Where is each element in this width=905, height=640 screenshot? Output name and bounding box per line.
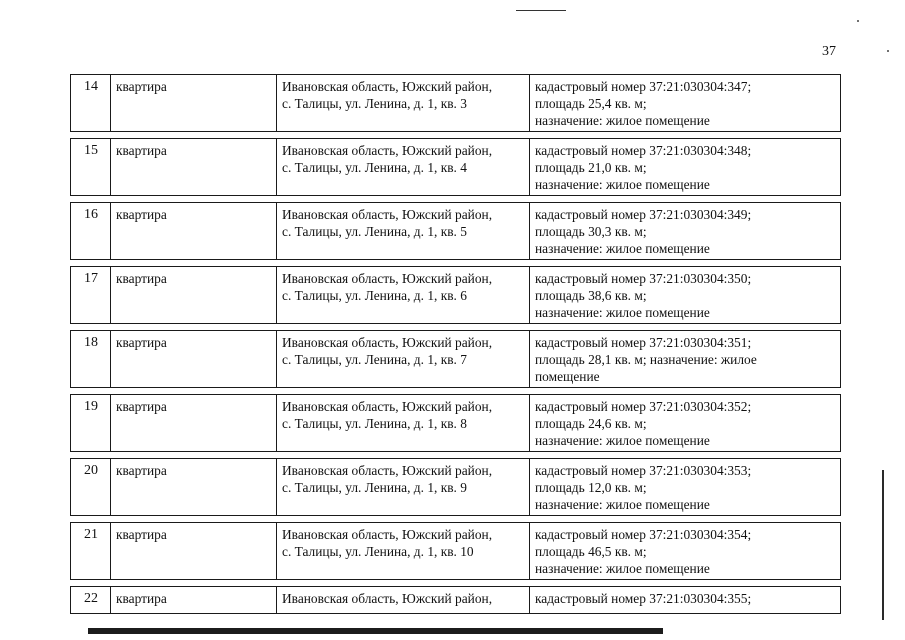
address-line: с. Талицы, ул. Ленина, д. 1, кв. 4 (282, 160, 467, 175)
area: площадь 46,5 кв. м; (535, 544, 647, 559)
row-number: 20 (71, 459, 111, 516)
cadastral-number: кадастровый номер 37:21:030304:351; (535, 335, 752, 350)
address-cell (277, 139, 530, 196)
address-line: с. Талицы, ул. Ленина, д. 1, кв. 8 (282, 416, 467, 431)
address-line: с. Талицы, ул. Ленина, д. 1, кв. 3 (282, 96, 467, 111)
object-type: квартира (111, 459, 277, 516)
address-line: с. Талицы, ул. Ленина, д. 1, кв. 7 (282, 352, 467, 367)
scan-bottom-bar (88, 628, 663, 634)
row-gap (71, 580, 841, 587)
area: площадь 24,6 кв. м; (535, 416, 647, 431)
details-cell (530, 459, 841, 516)
row-gap-cell (71, 132, 841, 139)
address-line: Ивановская область, Южский район, (282, 271, 493, 286)
row-number: 15 (71, 139, 111, 196)
object-type: квартира (111, 395, 277, 452)
cadastral-number: кадастровый номер 37:21:030304:349; (535, 207, 752, 222)
table-row (71, 459, 841, 516)
address-cell (277, 459, 530, 516)
object-type: квартира (111, 139, 277, 196)
cadastral-number: кадастровый номер 37:21:030304:348; (535, 143, 752, 158)
row-gap (71, 324, 841, 331)
cadastral-number: кадастровый номер 37:21:030304:354; (535, 527, 752, 542)
cadastral-number: кадастровый номер 37:21:030304:350; (535, 271, 752, 286)
row-gap-cell (71, 452, 841, 459)
address-cell (277, 523, 530, 580)
purpose: назначение: жилое помещение (535, 177, 710, 192)
table-row (71, 75, 841, 132)
object-type: квартира (111, 267, 277, 324)
area: площадь 21,0 кв. м; (535, 160, 647, 175)
address-cell (277, 395, 530, 452)
address-line: Ивановская область, Южский район, (282, 79, 493, 94)
row-gap (71, 452, 841, 459)
row-gap-cell (71, 196, 841, 203)
row-number: 16 (71, 203, 111, 260)
table-row (71, 139, 841, 196)
address-line: с. Талицы, ул. Ленина, д. 1, кв. 10 (282, 544, 474, 559)
details-cell (530, 267, 841, 324)
address-line: Ивановская область, Южский район, (282, 527, 493, 542)
address-line: с. Талицы, ул. Ленина, д. 1, кв. 5 (282, 224, 467, 239)
row-number: 14 (71, 75, 111, 132)
details-cell (530, 139, 841, 196)
table-row (71, 203, 841, 260)
address-cell (277, 267, 530, 324)
row-gap (71, 132, 841, 139)
purpose: назначение: жилое помещение (535, 113, 710, 128)
scan-speck (887, 50, 889, 52)
table-row (71, 587, 841, 614)
address-line: Ивановская область, Южский район, (282, 143, 493, 158)
row-number: 18 (71, 331, 111, 388)
row-number: 22 (71, 587, 111, 614)
purpose: назначение: жилое помещение (535, 433, 710, 448)
address-line: Ивановская область, Южский район, (282, 335, 493, 350)
object-type: квартира (111, 203, 277, 260)
table-row (71, 395, 841, 452)
row-gap-cell (71, 324, 841, 331)
object-type: квартира (111, 587, 277, 614)
scan-speck (857, 20, 859, 22)
row-gap (71, 388, 841, 395)
object-type: квартира (111, 75, 277, 132)
page-number: 37 (822, 44, 836, 59)
details-cell (530, 395, 841, 452)
row-number: 21 (71, 523, 111, 580)
scan-edge-line (882, 470, 884, 620)
address-line: Ивановская область, Южский район, (282, 399, 493, 414)
address-line: с. Талицы, ул. Ленина, д. 1, кв. 9 (282, 480, 467, 495)
area: площадь 25,4 кв. м; (535, 96, 647, 111)
row-gap (71, 196, 841, 203)
purpose: назначение: жилое помещение (535, 305, 710, 320)
row-gap (71, 516, 841, 523)
row-number: 17 (71, 267, 111, 324)
address-cell (277, 587, 530, 614)
details-cell (530, 523, 841, 580)
table-row (71, 267, 841, 324)
address-line: Ивановская область, Южский район, (282, 591, 493, 606)
object-type: квартира (111, 331, 277, 388)
purpose: назначение: жилое помещение (535, 497, 710, 512)
area: площадь 38,6 кв. м; (535, 288, 647, 303)
property-table (70, 74, 841, 614)
cadastral-number: кадастровый номер 37:21:030304:353; (535, 463, 752, 478)
details-cell (530, 75, 841, 132)
row-gap-cell (71, 260, 841, 267)
address-line: с. Талицы, ул. Ленина, д. 1, кв. 6 (282, 288, 467, 303)
address-line: Ивановская область, Южский район, (282, 463, 493, 478)
details-cell (530, 331, 841, 388)
scan-mark-top (516, 10, 566, 11)
row-gap (71, 260, 841, 267)
row-gap-cell (71, 516, 841, 523)
row-gap-cell (71, 580, 841, 587)
row-number: 19 (71, 395, 111, 452)
area-and-purpose: площадь 28,1 кв. м; назначение: жилое (535, 352, 757, 367)
details-cell (530, 203, 841, 260)
purpose: помещение (535, 369, 600, 384)
address-line: Ивановская область, Южский район, (282, 207, 493, 222)
cadastral-number: кадастровый номер 37:21:030304:347; (535, 79, 752, 94)
purpose: назначение: жилое помещение (535, 561, 710, 576)
cadastral-number: кадастровый номер 37:21:030304:352; (535, 399, 752, 414)
area: площадь 30,3 кв. м; (535, 224, 647, 239)
area: площадь 12,0 кв. м; (535, 480, 647, 495)
address-cell (277, 203, 530, 260)
purpose: назначение: жилое помещение (535, 241, 710, 256)
table-row (71, 523, 841, 580)
cadastral-number: кадастровый номер 37:21:030304:355; (535, 591, 752, 606)
object-type: квартира (111, 523, 277, 580)
address-cell (277, 75, 530, 132)
table-row (71, 331, 841, 388)
row-gap-cell (71, 388, 841, 395)
details-cell (530, 587, 841, 614)
address-cell (277, 331, 530, 388)
